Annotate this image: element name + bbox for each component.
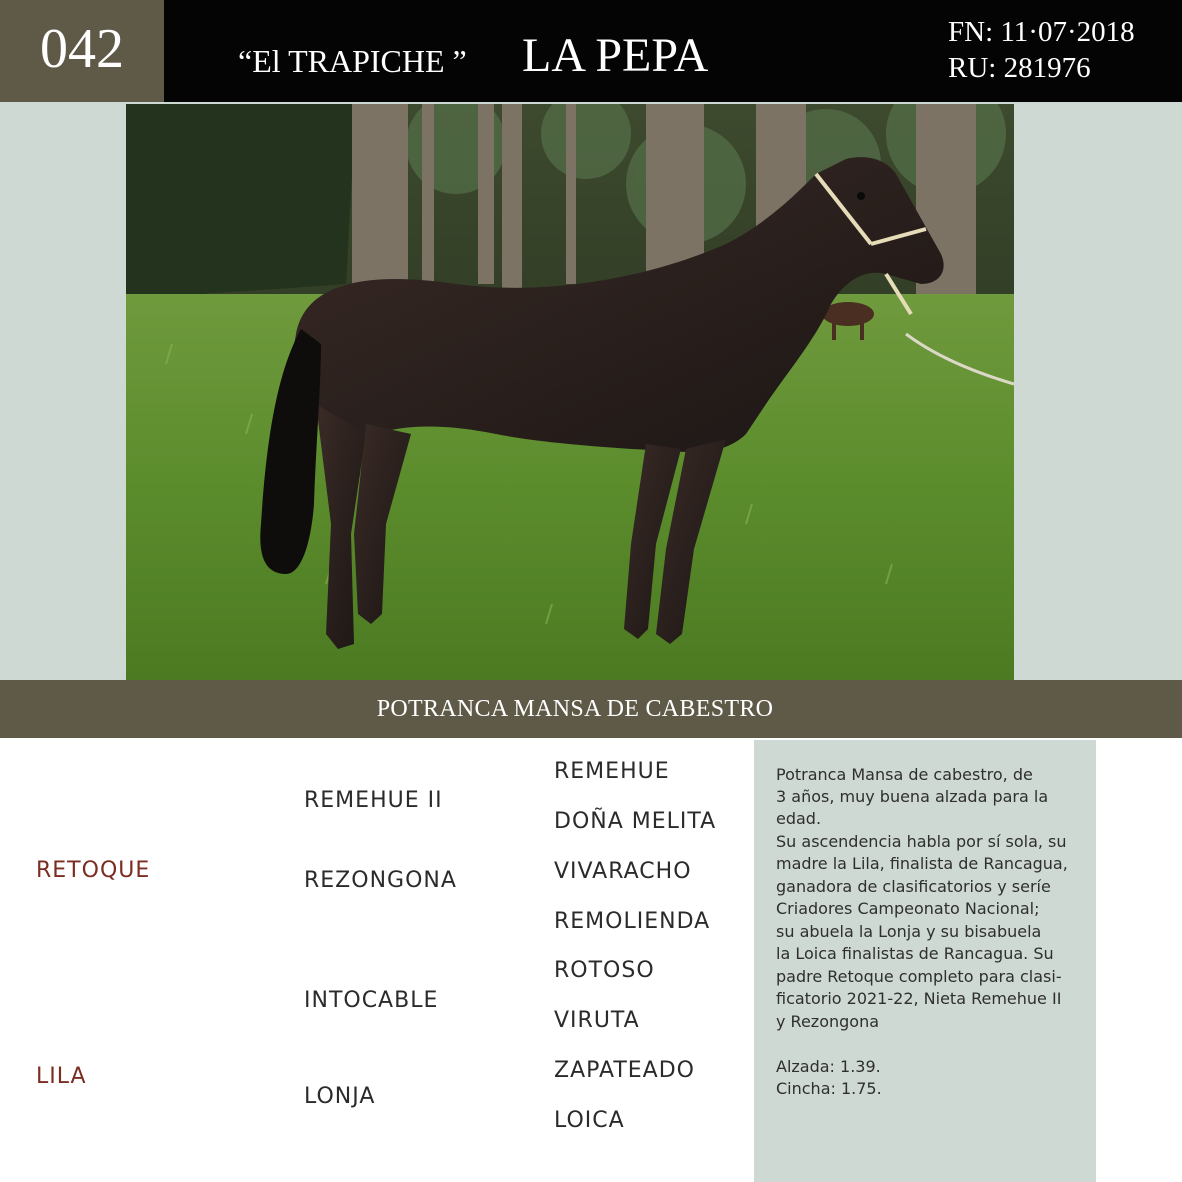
pedigree-sire-sire: REMEHUE II (304, 788, 443, 813)
pedigree-gen3-7: ZAPATEADO (554, 1058, 695, 1083)
description-line: ganadora de clasificatorios y seríe (776, 877, 1051, 896)
horse-photo (126, 104, 1014, 680)
description-line: 3 años, muy buena alzada para la (776, 787, 1049, 806)
description-line: su abuela la Lonja y su bisabuela (776, 922, 1042, 941)
cincha-measure: Cincha: 1.75. (776, 1079, 882, 1098)
description-line: la Loica finalistas de Rancagua. Su (776, 944, 1054, 963)
lot-number: 042 (40, 18, 124, 80)
caption-text: POTRANCA MANSA DE CABESTRO (376, 696, 774, 722)
description-line: ficatorio 2021-22, Nieta Remehue II (776, 989, 1062, 1008)
pedigree-dam-dam: LONJA (304, 1084, 376, 1109)
pedigree-gen3-1: REMEHUE (554, 759, 670, 784)
description-line: Criadores Campeonato Nacional; (776, 899, 1040, 918)
birth-date: FN: 11·07·2018 (948, 16, 1135, 48)
description-line: edad. (776, 809, 822, 828)
pedigree-gen3-6: VIRUTA (554, 1008, 640, 1033)
description-line: y Rezongona (776, 1012, 880, 1031)
breeder-name: “El TRAPICHE ” (238, 43, 467, 79)
horse-name: LA PEPA (522, 29, 709, 82)
description-line: madre la Lila, finalista de Rancagua, (776, 854, 1068, 873)
pedigree-sire: RETOQUE (36, 858, 151, 883)
alzada-measure: Alzada: 1.39. (776, 1057, 881, 1076)
pedigree-gen3-4: REMOLIENDA (554, 909, 711, 934)
pedigree-dam: LILA (36, 1064, 87, 1089)
pedigree-sire-dam: REZONGONA (304, 868, 457, 893)
pedigree-gen3-2: DOÑA MELITA (554, 809, 717, 834)
pedigree-dam-sire: INTOCABLE (304, 988, 439, 1013)
registry-number: RU: 281976 (948, 52, 1091, 84)
pedigree-gen3-5: ROTOSO (554, 958, 655, 983)
pedigree-gen3-8: LOICA (554, 1108, 625, 1133)
description-line: Potranca Mansa de cabestro, de (776, 765, 1033, 784)
description-line: padre Retoque completo para clasi- (776, 967, 1062, 986)
pedigree-gen3-3: VIVARACHO (554, 859, 692, 884)
description-line: Su ascendencia habla por sí sola, su (776, 832, 1067, 851)
